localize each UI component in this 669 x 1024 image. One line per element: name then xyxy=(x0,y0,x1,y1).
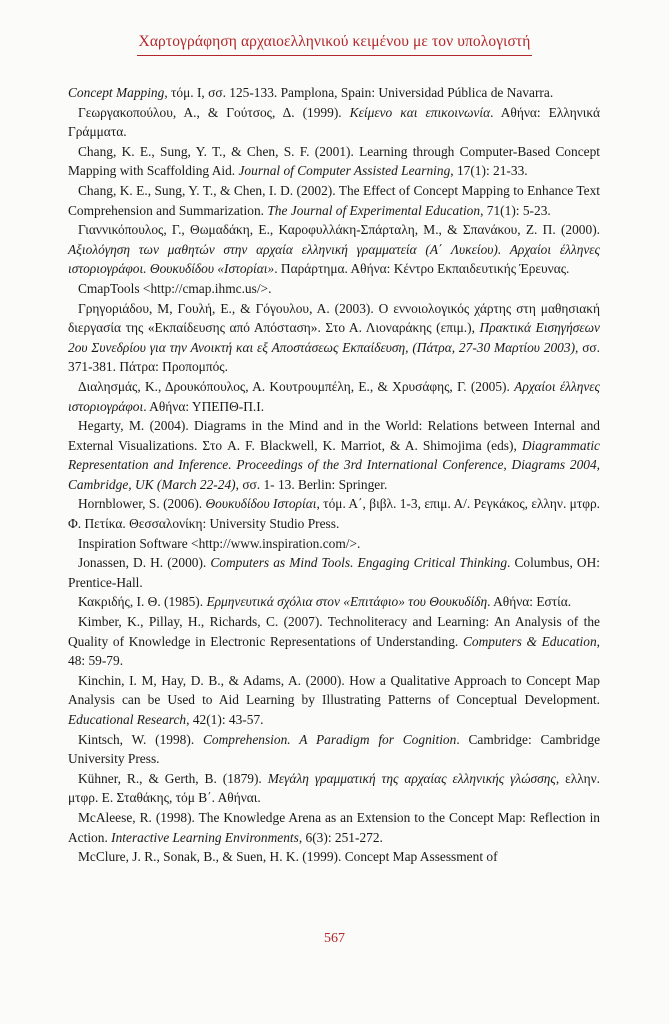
reference-text: . Παράρτημα. Αθήνα: Κέντρο Εκπαιδευτικής Έρευνας. xyxy=(274,261,570,277)
reference-entry xyxy=(68,220,600,279)
running-header xyxy=(0,33,669,56)
reference-title-italic: Computers as Mind Tools. Engaging Critical Thinking xyxy=(210,555,508,571)
reference-entry xyxy=(68,83,600,103)
reference-text: Kintsch, W. (1998). xyxy=(78,731,203,747)
reference-text: Chang, K. E., Sung, Y. T., & Chen, S. F. (2001). Learning through Computer-Based Concept Mapping with Scaffolding Aid. xyxy=(68,143,600,179)
reference-text: , 17(1): 21-33. xyxy=(450,163,528,179)
reference-text: , ελλην. μτφρ. Ε. Σταθάκης, τόμ Β΄. Αθήναι. xyxy=(68,770,601,806)
reference-text: Jonassen, D. H. (2000). xyxy=(78,555,211,571)
reference-entry xyxy=(68,612,600,671)
reference-text: Διαλησμάς, Κ., Δρουκόπουλος, Α. Κουτρουμπέλη, Ε., & Χρυσάφης, Γ. (2005). xyxy=(78,378,515,394)
reference-title-italic: Diagrammatic Representation and Inference. Proceedings of the 3rd International Conference, Diagrams 2004, Cambridge, UK (March 22-24) xyxy=(68,437,600,492)
reference-text: Γρηγοριάδου, Μ, Γουλή, Ε., & Γόγουλου, Α. (2003). Ο εννοιολογικός χάρτης στη μαθησιακή διεργασία της «Εκπαίδευσης από Απόσταση». Στο Α. Λιοναράκης (επιμ.), xyxy=(68,300,600,336)
reference-text: Γεωργακοπούλου, Α., & Γούτσος, Δ. (1999). xyxy=(78,104,350,120)
reference-entry xyxy=(68,769,600,808)
reference-text: Γιαννικόπουλος, Γ., Θωμαδάκη, Ε., Καροφυλλάκη-Σπάρταλη, Μ., & Σπανάκου, Ζ. Π. (2000). xyxy=(78,222,600,238)
reference-text: Kimber, K., Pillay, H., Richards, C. (2007). Technoliteracy and Learning: An Analysis of the Quality of Knowledge in Electronic Representations of Understanding. xyxy=(68,614,600,649)
reference-entry xyxy=(68,534,600,554)
reference-text: Chang, K. E., Sung, Y. T., & Chen, I. D. (2002). The Effect of Concept Mapping to Enhance Text Comprehension and Summarization. xyxy=(68,182,600,218)
reference-text: Inspiration Software <http://www.inspiration.com/>. xyxy=(78,535,361,551)
reference-text: CmapTools <http://cmap.ihmc.us/>. xyxy=(78,280,272,296)
reference-entry xyxy=(68,671,600,730)
reference-entry xyxy=(68,279,600,299)
reference-text: McClure, J. R., Sonak, B., & Suen, H. K. (1999). Concept Map Assessment of xyxy=(78,849,498,865)
reference-title-italic: Comprehension. A Paradigm for Cognition xyxy=(202,731,457,747)
reference-text: Hornblower, S. (2006). xyxy=(78,496,206,512)
reference-text: , σσ. 1- 13. Berlin: Springer. xyxy=(235,476,388,492)
reference-text: McAleese, R. (1998). The Knowledge Arena as an Extension to the Concept Map: Reflection in Action. xyxy=(68,809,600,845)
reference-title-italic: Αξιολόγηση των μαθητών στην αρχαία ελληνική γραμματεία (Α΄ Λυκείου). Αρχαίοι έλληνες ιστοριογράφοι. Θουκυδίδου «Ιστορίαι» xyxy=(68,241,600,277)
reference-title-italic: Κείμενο και επικοινωνία xyxy=(349,104,491,120)
header-title: Χαρτογράφηση αρχαιοελληνικού κειμένου με τον υπολογιστή xyxy=(137,33,533,56)
reference-title-italic: Concept Mapping xyxy=(68,85,165,100)
reference-title-italic: Πρακτικά Εισηγήσεων 2ου Συνεδρίου για την Ανοικτή και εξ Αποστάσεως Εκπαίδευση, (Πάτρα, 27-30 Μαρτίου 2003) xyxy=(68,320,600,355)
reference-text: . Αθήνα: Εστία. xyxy=(487,594,572,610)
reference-text: , τόμ. Ι, σσ. 125-133. Pamplona, Spain: Universidad Pública de Navarra. xyxy=(164,85,554,100)
reference-entry xyxy=(68,377,600,416)
reference-entry xyxy=(68,730,600,769)
reference-entry xyxy=(68,181,600,220)
reference-entry xyxy=(68,416,600,494)
reference-entry xyxy=(68,103,600,142)
reference-entry xyxy=(68,847,600,867)
reference-entry xyxy=(68,299,600,377)
reference-title-italic: Computers & Education xyxy=(463,633,597,649)
reference-entry xyxy=(68,494,600,533)
reference-text: . Αθήνα: Ελληνικά Γράμματα. xyxy=(68,104,600,140)
reference-entry xyxy=(68,808,600,847)
reference-text: , 71(1): 5-23. xyxy=(480,202,551,218)
reference-text: . Columbus, OH: Prentice-Hall. xyxy=(68,555,600,590)
reference-text: . Αθήνα: ΥΠΕΠΘ-Π.Ι. xyxy=(143,398,265,414)
reference-text: Kühner, R., & Gerth, B. (1879). xyxy=(78,770,268,786)
reference-text: . Cambridge: Cambridge University Press. xyxy=(68,731,601,767)
page-number: 567 xyxy=(324,931,345,946)
reference-text: , τόμ. Α΄, βιβλ. 1-3, επιμ. Α/. Ρεγκάκος, ελλην. μτφρ. Φ. Πετίκα. Θεσσαλονίκη: University Studio Press. xyxy=(68,496,600,532)
reference-entry xyxy=(68,553,600,592)
reference-entry xyxy=(68,592,600,612)
reference-title-italic: Ερμηνευτικά σχόλια στον «Επιτάφιο» του Θουκυδίδη xyxy=(206,594,488,610)
reference-text: Kinchin, I. M, Hay, D. B., & Adams, A. (2000). How a Qualitative Approach to Concept Map Analysis can be Used to Aid Learning by Illustrating Patterns of Conceptual Development. xyxy=(68,672,600,708)
reference-entry xyxy=(68,142,600,181)
reference-list xyxy=(68,83,600,867)
reference-text: , σσ. 371-381. Πάτρα: Προπομπός. xyxy=(68,339,600,375)
reference-text: , 42(1): 43-57. xyxy=(186,712,264,727)
reference-title-italic: Interactive Learning Environments xyxy=(111,829,299,845)
reference-text: Κακριδής, Ι. Θ. (1985). xyxy=(78,594,207,610)
reference-text: , 48: 59-79. xyxy=(68,633,600,669)
reference-title-italic: Αρχαίοι έλληνες ιστοριογράφοι xyxy=(68,378,600,414)
reference-title-italic: Journal of Computer Assisted Learning xyxy=(238,163,451,179)
reference-text: Hegarty, M. (2004). Diagrams in the Mind and in the World: Relations between Internal and External Visualizations. Στο A. F. Blackwell, K. Marriot, & A. Shimojima (eds), xyxy=(68,418,600,453)
reference-text: , 6(3): 251-272. xyxy=(298,829,383,845)
reference-title-italic: Μεγάλη γραμματική της αρχαίας ελληνικής γλώσσης xyxy=(267,770,556,786)
reference-title-italic: Θουκυδίδου Ιστορίαι xyxy=(205,496,317,512)
reference-title-italic: The Journal of Experimental Education xyxy=(267,202,481,218)
reference-title-italic: Educational Research xyxy=(68,712,187,727)
